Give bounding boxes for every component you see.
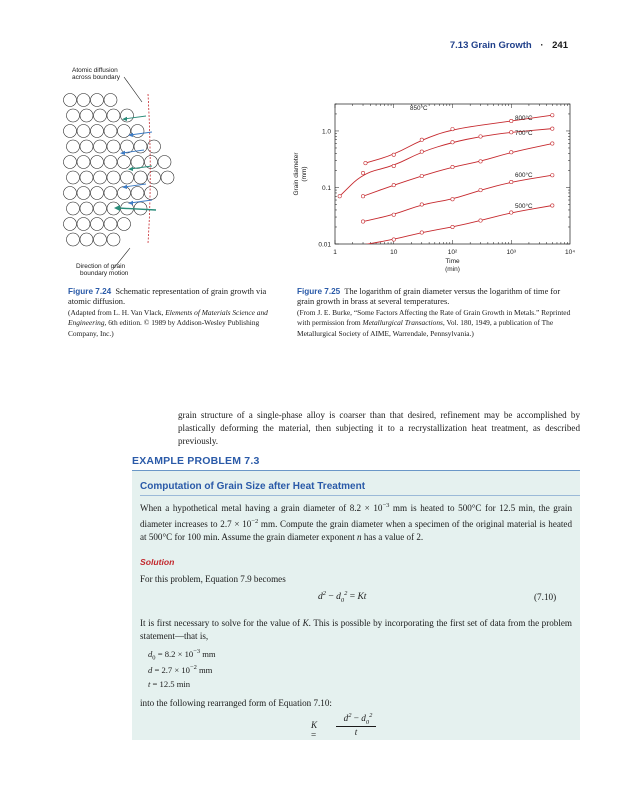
page-number: 241 — [552, 40, 568, 51]
fraction-numerator: $d^2 - d_0^2$ — [343, 712, 373, 726]
atom — [104, 218, 117, 231]
data-point — [451, 165, 454, 168]
atom — [145, 187, 158, 200]
data-point — [551, 142, 554, 145]
x-tick-label: 10³ — [506, 249, 516, 256]
figure-7-25-source-post: Vol. 180, 1949, a publication of The Metallurgical Society of AIME, Warrendale, Pennsylvania.) — [297, 318, 554, 338]
x-tick-label: 10⁴ — [564, 249, 576, 256]
given-t: t = 12.5 min — [148, 679, 191, 689]
data-point — [551, 114, 554, 117]
running-head — [450, 40, 568, 51]
atom — [104, 187, 117, 200]
y-tick-label: 0.01 — [318, 241, 331, 249]
series-label: 700°C — [515, 130, 533, 137]
figure-7-25-chart — [280, 98, 580, 278]
atom — [107, 233, 120, 246]
header-separator: · — [540, 40, 544, 51]
data-point — [392, 213, 395, 216]
series-label: 800°C — [515, 115, 533, 122]
atom — [64, 187, 77, 200]
fraction-denominator: t — [354, 727, 358, 737]
data-point — [510, 211, 513, 214]
atom — [91, 218, 104, 231]
atom — [118, 187, 131, 200]
data-point — [361, 220, 364, 223]
data-point — [351, 245, 354, 248]
problem-statement — [140, 499, 572, 544]
data-point — [420, 138, 423, 141]
series-line — [363, 144, 552, 197]
k-symbol: K = — [311, 720, 318, 740]
atom — [121, 140, 134, 153]
atom — [107, 109, 120, 122]
line2-var: K — [302, 618, 309, 628]
x-axis-title: Time — [445, 258, 460, 265]
atom — [80, 109, 93, 122]
data-point — [364, 161, 367, 164]
line2-pre: It is first necessary to solve for the value of — [140, 618, 303, 628]
data-point — [510, 180, 513, 183]
atom — [91, 187, 104, 200]
atom — [121, 171, 134, 184]
atom — [80, 202, 93, 215]
diffusion-leader-line — [124, 77, 142, 102]
atom — [64, 218, 77, 231]
atom — [77, 125, 90, 138]
label-atomic-diffusion-1: Atomic diffusion — [72, 67, 118, 74]
atom — [67, 140, 80, 153]
figure-7-24-schematic — [56, 58, 186, 288]
problem-part3: mm. Compute the grain diameter when a specimen of the original material is heated at 500°C for 100 min. Assume the grain diameter exponent — [140, 519, 572, 543]
equation-number: (7.10) — [534, 592, 557, 602]
y-axis-subtitle: (mm) — [301, 166, 308, 182]
line2-post: . This is possible by incorporating the first set of data from the problem statement—that is, — [140, 618, 572, 641]
figure-7-24-source-title: Elements of Materials Science and Engineering, — [68, 307, 268, 328]
atom — [77, 94, 90, 107]
data-point — [392, 238, 395, 241]
example-title-rule — [140, 495, 580, 496]
body-paragraph: grain structure of a single-phase alloy is coarser than that desired, refinement may be accomplished by plastically deforming the material, then subjecting it to a recrystallization heat treatment, as described previously. — [178, 410, 580, 446]
atom — [91, 125, 104, 138]
data-point — [392, 164, 395, 167]
y-tick-label: 1.0 — [321, 128, 331, 136]
given-d0: $d_0 = 8.2 \times 10^{-3}$ mm — [148, 648, 216, 662]
atom — [77, 218, 90, 231]
series-line — [363, 175, 552, 221]
x-tick-label: 1 — [333, 249, 337, 256]
label-direction-1: Direction of grain — [76, 263, 126, 270]
atom — [94, 109, 107, 122]
atom — [104, 156, 117, 169]
data-point — [420, 174, 423, 177]
atom — [80, 233, 93, 246]
atom — [64, 125, 77, 138]
atom — [118, 156, 131, 169]
atom — [91, 94, 104, 107]
data-point — [479, 188, 482, 191]
atom — [91, 156, 104, 169]
data-point — [479, 135, 482, 138]
equation-7-10: $d^2 - d_0^2 = Kt$ — [318, 590, 367, 605]
problem-exp2: −2 — [251, 518, 259, 526]
diffusion-arrowhead — [128, 167, 133, 171]
atom — [67, 171, 80, 184]
series-label: 500°C — [515, 203, 533, 210]
data-point — [510, 151, 513, 154]
atom — [67, 109, 80, 122]
figure-7-24-source-post: 6th edition. © 1989 by Addison-Wesley Publishing Company, Inc.) — [68, 318, 260, 338]
figure-7-24-caption — [68, 287, 268, 339]
diffusion-arrow — [124, 184, 146, 187]
figure-7-25-caption-text: The logarithm of grain diameter versus the logarithm of time for grain growth in brass at several temperatures. — [297, 287, 561, 307]
figure-7-25-caption — [297, 287, 579, 339]
atom — [118, 125, 131, 138]
data-point — [551, 204, 554, 207]
solution-line-3: into the following rearranged form of Equation 7.10: — [140, 698, 332, 708]
data-point — [479, 160, 482, 163]
figure-7-24-label: Figure 7.24 — [68, 287, 112, 296]
x-tick-label: 10 — [390, 249, 398, 256]
atom — [64, 156, 77, 169]
data-point — [420, 150, 423, 153]
atom — [107, 140, 120, 153]
figure-7-25-source-title: Metallurgical Transactions, — [362, 318, 445, 328]
figure-7-25-label: Figure 7.25 — [297, 287, 341, 296]
figure-7-25-source-pre: (From J. E. Burke, “Some Factors Affecting the Rate of Grain Growth in Metals.” Reprinted with permission from — [297, 307, 571, 328]
atom — [148, 140, 161, 153]
atom — [104, 94, 117, 107]
atom — [131, 187, 144, 200]
data-point — [551, 173, 554, 176]
data-point — [510, 131, 513, 134]
problem-part4: has a value of 2. — [361, 532, 424, 543]
atom — [94, 171, 107, 184]
data-point — [451, 141, 454, 144]
atom — [107, 171, 120, 184]
y-tick-label: 0.1 — [321, 184, 331, 192]
solution-line-1: For this problem, Equation 7.9 becomes — [140, 574, 286, 584]
data-point — [510, 119, 513, 122]
atom — [94, 202, 107, 215]
atom — [94, 233, 107, 246]
atom — [80, 140, 93, 153]
atom — [134, 171, 147, 184]
atom — [131, 156, 144, 169]
data-point — [361, 195, 364, 198]
atom — [161, 171, 174, 184]
plot-frame — [335, 104, 570, 244]
problem-part1: When a hypothetical metal having a grain diameter of 8.2 × 10 — [140, 503, 383, 514]
grain-atoms — [64, 94, 175, 247]
atom — [118, 218, 131, 231]
label-direction-2: boundary motion — [80, 270, 129, 277]
atom — [104, 125, 117, 138]
atom — [64, 94, 77, 107]
given-d: $d = 2.7 \times 10^{-2}$ mm — [148, 664, 213, 675]
atom — [80, 171, 93, 184]
figure-7-24-source-pre: (Adapted from L. H. Van Vlack, — [68, 307, 166, 317]
example-heading: EXAMPLE PROBLEM 7.3 — [132, 455, 260, 467]
data-point — [451, 198, 454, 201]
problem-exp1: −3 — [382, 502, 390, 509]
data-point — [392, 153, 395, 156]
problem-part2: mm is heated to 500°C for 12.5 min, the grain diameter increases to 2.7 × 10 — [140, 503, 572, 530]
data-point — [420, 231, 423, 234]
data-point — [361, 171, 364, 174]
atom — [67, 202, 80, 215]
x-axis-subtitle: (min) — [445, 266, 460, 273]
y-axis-title: Grain diameter — [293, 152, 300, 196]
atom — [77, 187, 90, 200]
section-title: 7.13 Grain Growth — [449, 40, 532, 51]
data-point — [451, 127, 454, 130]
series-line — [340, 129, 553, 197]
example-title: Computation of Grain Size after Heat Treatment — [140, 481, 366, 492]
series-label: 850°C — [410, 105, 428, 112]
data-point — [420, 203, 423, 206]
label-atomic-diffusion-2: across boundary — [72, 74, 121, 81]
atom — [148, 171, 161, 184]
data-point — [338, 195, 341, 198]
problem-var: n — [357, 532, 362, 543]
atom — [77, 156, 90, 169]
solution-label: Solution — [140, 557, 175, 567]
atom — [67, 233, 80, 246]
x-tick-label: 10² — [447, 249, 458, 256]
series-label: 600°C — [515, 172, 533, 179]
solution-line-2 — [140, 617, 572, 643]
data-point — [392, 183, 395, 186]
data-point — [479, 219, 482, 222]
data-point — [451, 225, 454, 228]
data-point — [551, 127, 554, 130]
figure-7-24-caption-text: Schematic representation of grain growth via atomic diffusion. — [68, 287, 267, 307]
atom — [158, 156, 171, 169]
atom — [94, 140, 107, 153]
